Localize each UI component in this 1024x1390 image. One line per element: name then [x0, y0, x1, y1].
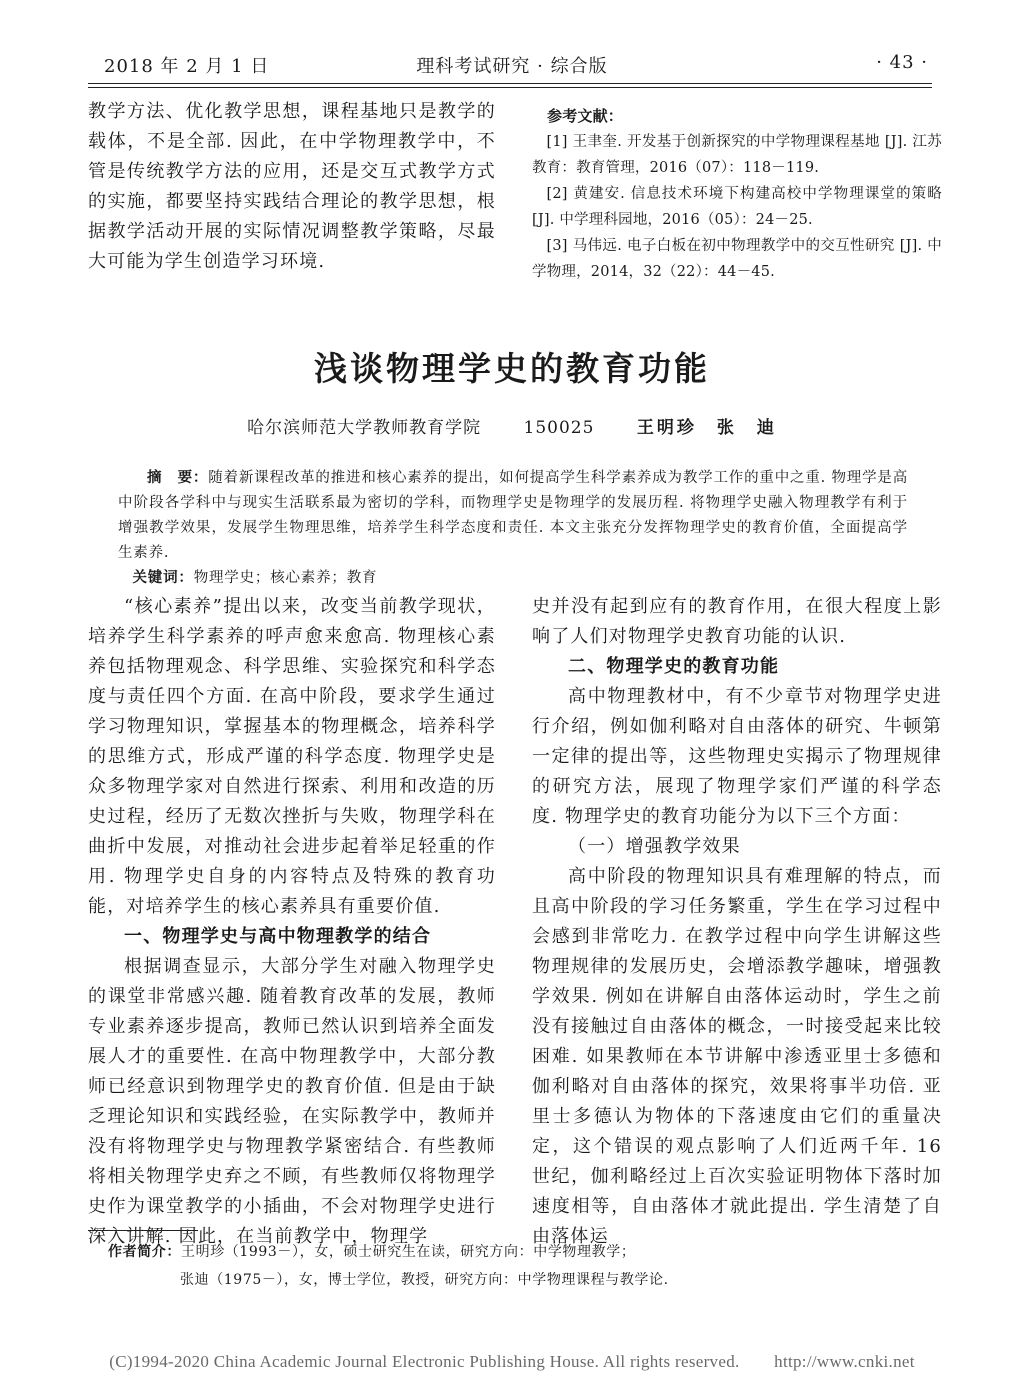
author-bio-text-1: 王明珍（1993－），女，硕士研究生在读，研究方向：中学物理教学； — [181, 1244, 636, 1260]
author-bio — [92, 1238, 972, 1294]
keywords-label: 关键词： — [132, 570, 194, 586]
abstract-text: 随着新课程改革的推进和核心素养的提出，如何提高学生科学素养成为教学工作的重中之重. 物理学是高中阶段各学科中与现实生活联系最为密切的学科，而物理学史是物理学的发展历程. 将物理学史融入物理教学有利于增强教学效果，发展学生物理思维，培养学生科学态度和责任. 本文主张充分发挥物理学史的教育价值，全面提高学生素养. — [118, 470, 908, 561]
affiliation: 哈尔滨师范大学教师教育学院 — [247, 418, 482, 438]
references-heading: 参考文献： — [547, 107, 624, 125]
header-journal-name: 理科考试研究 · 综合版 — [416, 56, 608, 77]
author-bio-line-2: 张迪（1975－），女，博士学位，教授，研究方向：中学物理课程与教学论. — [180, 1272, 669, 1288]
section-1-heading: 一、物理学史与高中物理教学的结合 — [124, 926, 432, 947]
section-1-paragraph: 根据调查显示，大部分学生对融入物理学史的课堂非常感兴趣. 随着教育改革的发展，教师专业素养逐步提高，教师已然认识到培养全面发展人才的重要性. 在高中物理教学中，大部分教师已经意识到物理学史的教育价值. 但是由于缺乏理论知识和实践经验，在实际教学中，教师并没有将物理学史与物理教学紧密结合. 有些教师将相关物理学史弃之不顾，有些教师仅将物理学史作为课堂教学的小插曲，不会对物理学史进行深入讲解. 因此，在当前教学中，物理学 — [88, 956, 496, 1247]
continuation-paragraph: 史并没有起到应有的教育作用，在很大程度上影响了人们对物理学史教育功能的认识. — [532, 596, 942, 647]
author-bio-line-1 — [92, 1238, 972, 1266]
section-2-paragraph: 高中物理教材中，有不少章节对物理学史进行介绍，例如伽利略对自由落体的研究、牛顿第一定律的提出等，这些物理史实揭示了物理规律的研究方法，展现了物理学家们严谨的科学态度. 物理学史的教育功能分为以下三个方面： — [532, 686, 942, 827]
header-page-number: · 43 · — [876, 52, 928, 73]
article-title: 浅谈物理学史的教育功能 — [314, 349, 710, 388]
reference-item-1: [1] 王聿奎. 开发基于创新探究的中学物理课程基地 [J]. 江苏教育：教育管理，2016（07）：118－119. — [532, 134, 942, 176]
header-date: 2018 年 2 月 1 日 — [104, 56, 270, 77]
subsection-1-heading: （一）增强教学效果 — [568, 836, 741, 857]
body-left-column — [88, 592, 496, 1252]
affiliation-line — [0, 413, 1024, 438]
references-section — [532, 103, 942, 285]
authors: 王明珍 张 迪 — [636, 418, 777, 438]
subsection-1-paragraph: 高中阶段的物理知识具有难理解的特点，而且高中阶段的学习任务繁重，学生在学习过程中会感到非常吃力. 在教学过程中向学生讲解这些物理规律的发展历史，会增添教学趣味，增强教学效果. 例如在讲解自由落体运动时，学生之前没有接触过自由落体的概念，一时接受起来比较困难. 如果教师在本节讲解中渗透亚里士多德和伽利略对自由落体的探究，效果将事半功倍. 亚里士多德认为物体的下落速度由它们的重量决定，这个错误的观点影响了人们近两千年. 16 世纪，伽利略经过上百次实验证明物体下落时加速度相等，自由落体才就此提出. 学生清楚了自由落体运 — [532, 866, 942, 1247]
copyright-footer: (C)1994-2020 China Academic Journal Electronic Publishing House. All rights reserved. http://www.cnki.net — [109, 1352, 915, 1371]
reference-item-2: [2] 黄建安. 信息技术环境下构建高校中学物理课堂的策略 [J]. 中学理科园地，2016（05）：24－25. — [532, 186, 942, 228]
keywords-text: 物理学史；核心素养；教育 — [193, 570, 378, 586]
keywords-line — [118, 566, 908, 591]
prev-article-paragraph: 教学方法、优化教学思想，课程基地只是教学的载体，不是全部. 因此，在中学物理教学中，不管是传统教学方法的应用，还是交互式教学方式的实施，都要坚持实践结合理论的教学思想，根据教学活动开展的实际情况调整教学策略，尽最大可能为学生创造学习环境. — [88, 101, 496, 272]
author-bio-label: 作者简介： — [108, 1244, 181, 1260]
header-rule-double — [88, 87, 932, 88]
abstract-block — [118, 466, 908, 591]
body-right-column — [532, 592, 942, 1252]
footnote-rule — [88, 1230, 198, 1231]
header-rule — [88, 83, 932, 84]
intro-paragraph: “核心素养”提出以来，改变当前教学现状，培养学生科学素养的呼声愈来愈高. 物理核心素养包括物理观念、科学思维、实验探究和科学态度与责任四个方面. 在高中阶段，要求学生通过学习物理知识，掌握基本的物理概念，培养科学的思维方式，形成严谨的科学态度. 物理学史是众多物理学家对自然进行探索、利用和改造的历史过程，经历了无数次挫折与失败，物理学科在曲折中发展，对推动社会进步起着举足轻重的作用. 物理学史自身的内容特点及特殊的教育功能，对培养学生的核心素养具有重要价值. — [88, 596, 496, 917]
abstract-label: 摘 要： — [147, 470, 209, 486]
prev-article-column — [88, 97, 496, 277]
section-2-heading: 二、物理学史的教育功能 — [568, 656, 780, 677]
reference-item-3: [3] 马伟远. 电子白板在初中物理教学中的交互性研究 [J]. 中学物理，2014，32（22）：44－45. — [532, 238, 942, 280]
abstract-paragraph — [118, 466, 908, 566]
postcode: 150025 — [523, 418, 595, 438]
